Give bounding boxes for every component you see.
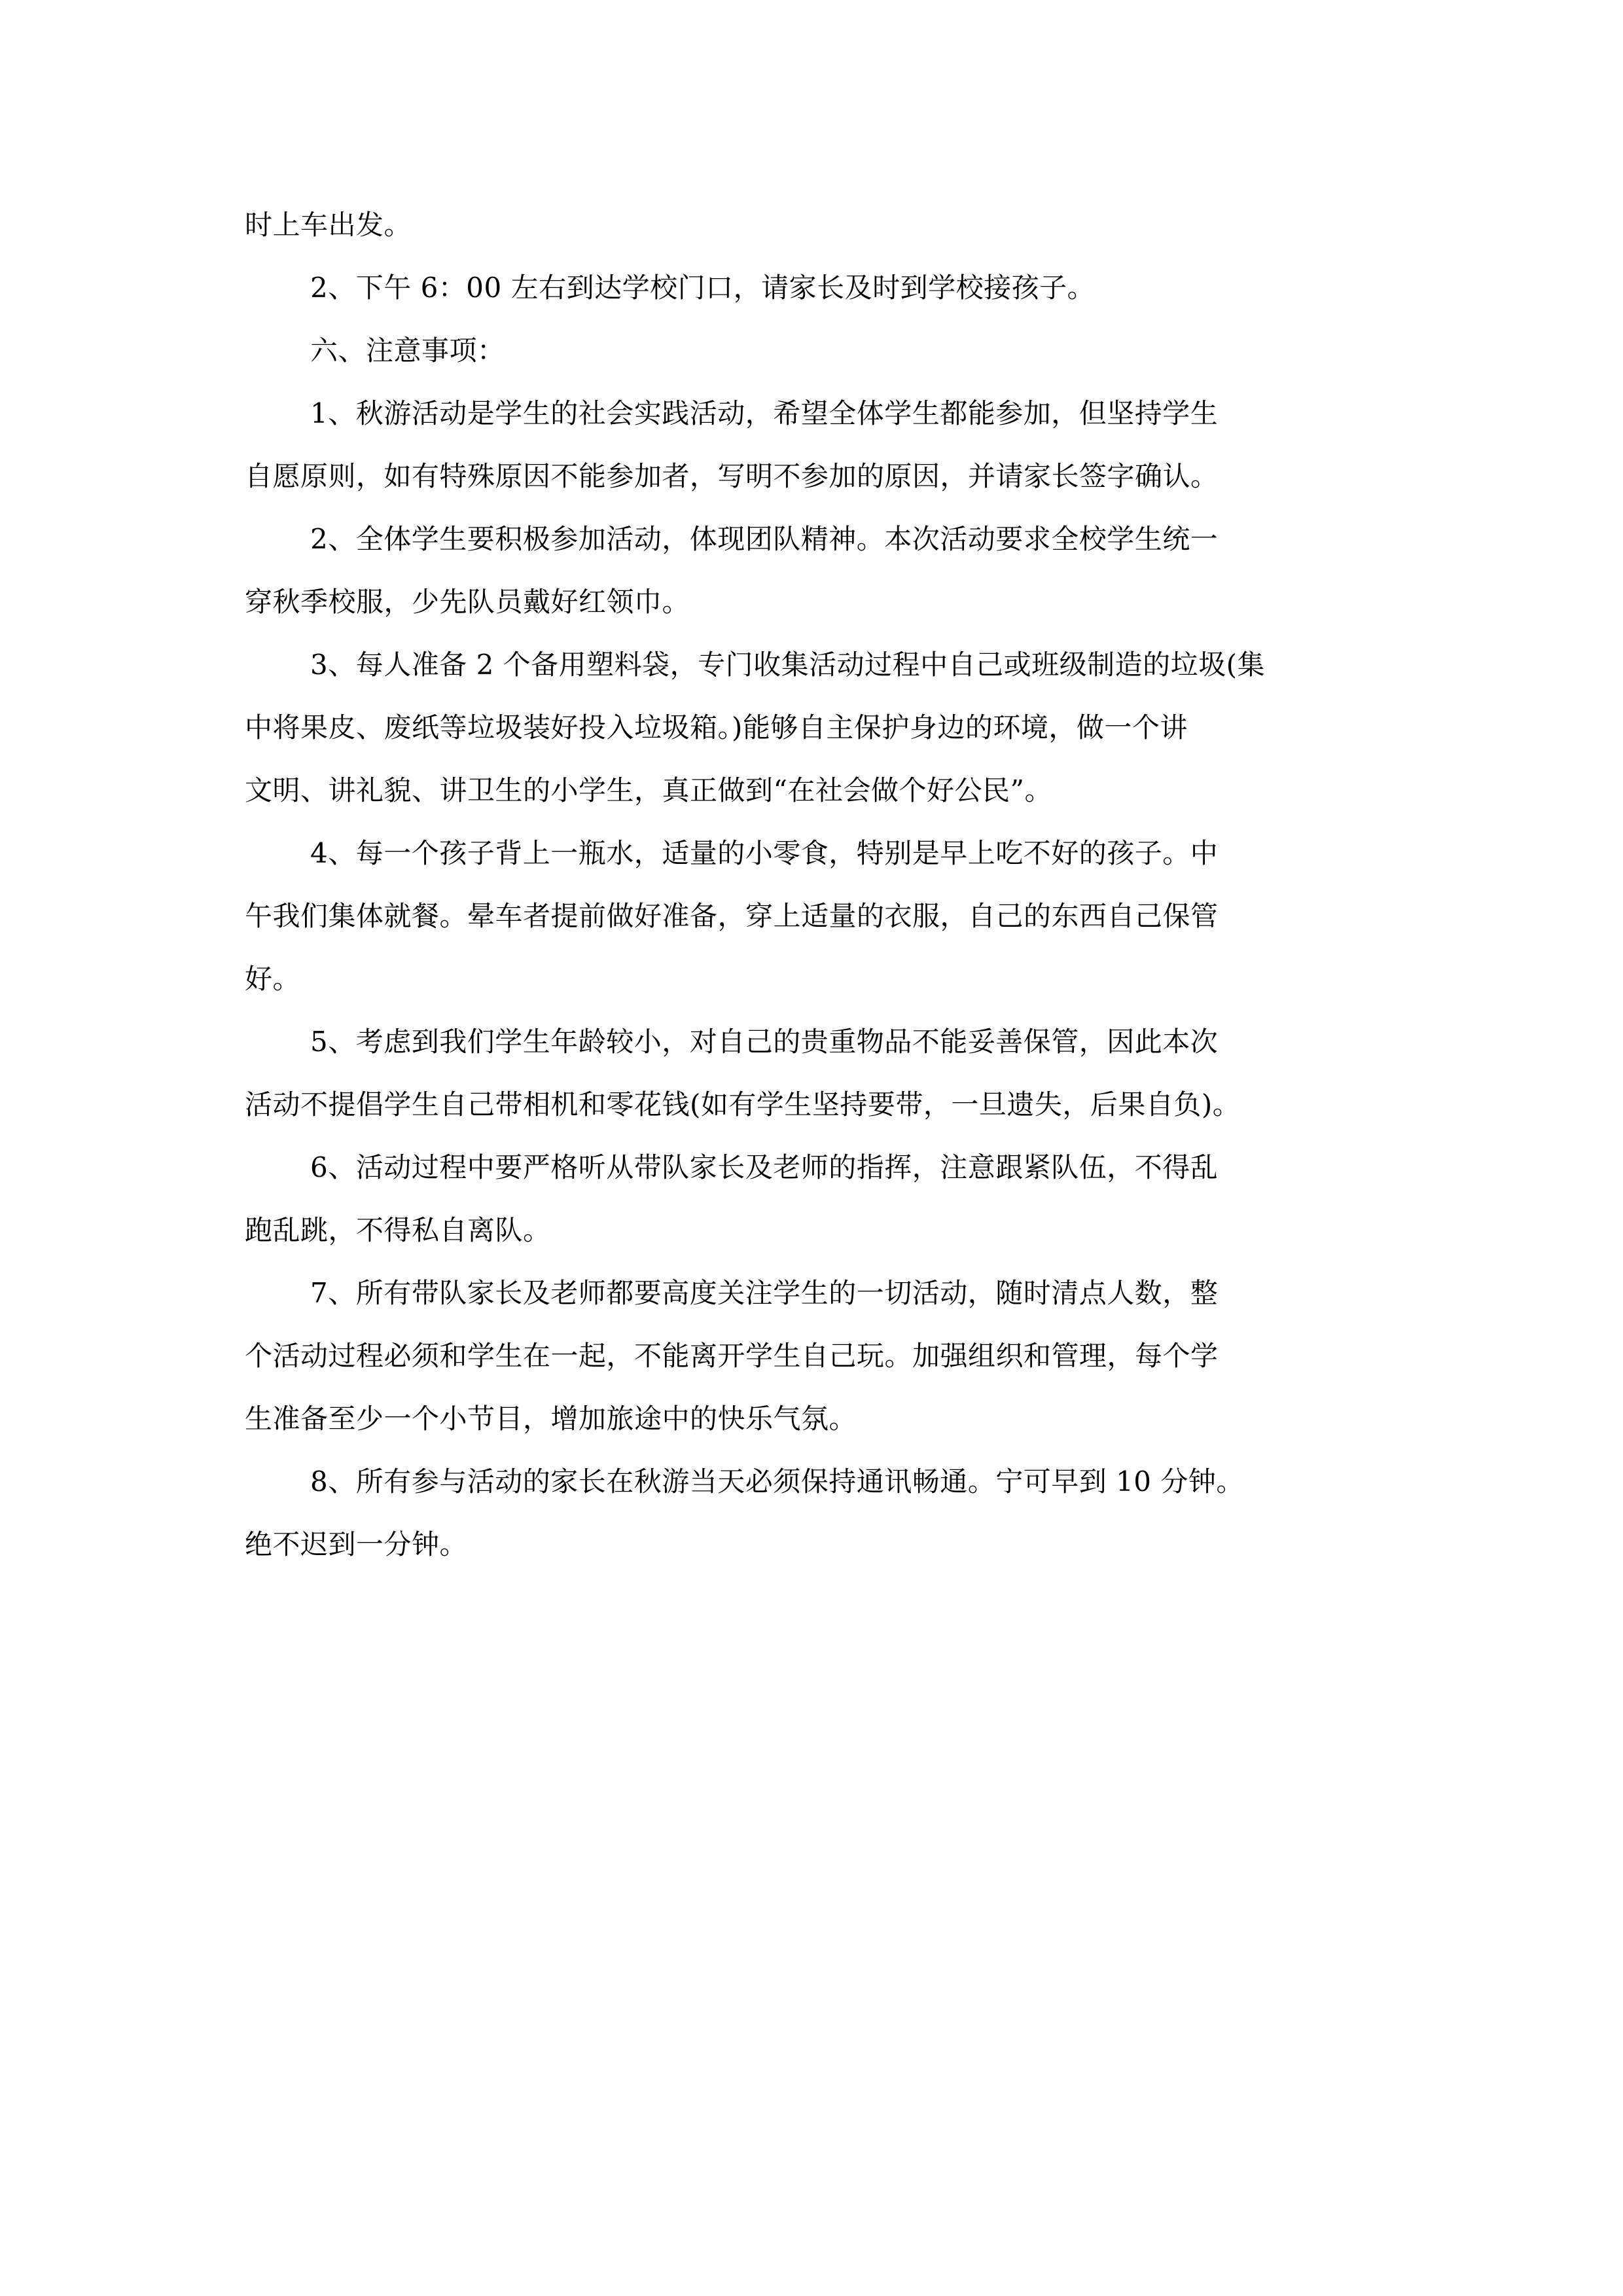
text-line: 个活动过程必须和学生在一起，不能离开学生自己玩。加强组织和管理，每个学 xyxy=(245,1340,1219,1372)
text-line: 生准备至少一个小节目，增加旅途中的快乐气氛。 xyxy=(245,1403,857,1435)
text-line: 文明、讲礼貌、讲卫生的小学生，真正做到“在社会做个好公民”。 xyxy=(245,774,1052,806)
document-body xyxy=(245,194,1383,1576)
paragraph-item-3 xyxy=(245,634,1383,822)
paragraph-continuation xyxy=(245,194,1383,257)
paragraph-return-time xyxy=(245,257,1383,319)
text-line: 1、秋游活动是学生的社会实践活动，希望全体学生都能参加，但坚持学生 xyxy=(310,397,1219,429)
paragraph-item-2 xyxy=(245,508,1383,634)
paragraph-item-8 xyxy=(245,1450,1383,1576)
paragraph-item-6 xyxy=(245,1136,1383,1262)
text-line: 时上车出发。 xyxy=(245,209,412,241)
text-line: 2、下午 6：00 左右到达学校门口，请家长及时到学校接孩子。 xyxy=(310,272,1096,304)
text-line: 5、考虑到我们学生年龄较小，对自己的贵重物品不能妥善保管，因此本次 xyxy=(310,1026,1219,1058)
text-line: 好。 xyxy=(245,963,301,995)
text-line: 午我们集体就餐。晕车者提前做好准备，穿上适量的衣服，自己的东西自己保管 xyxy=(245,900,1219,932)
text-line: 六、注意事项： xyxy=(310,334,505,367)
text-line: 绝不迟到一分钟。 xyxy=(245,1528,468,1560)
text-line: 6、活动过程中要严格听从带队家长及老师的指挥，注意跟紧队伍，不得乱 xyxy=(310,1151,1219,1183)
text-line: 自愿原则，如有特殊原因不能参加者，写明不参加的原因，并请家长签字确认。 xyxy=(245,460,1219,492)
text-line: 2、全体学生要积极参加活动，体现团队精神。本次活动要求全校学生统一 xyxy=(310,523,1219,555)
text-line: 8、所有参与活动的家长在秋游当天必须保持通讯畅通。宁可早到 10 分钟。 xyxy=(310,1465,1244,1498)
text-line: 3、每人准备 2 个备用塑料袋，专门收集活动过程中自己或班级制造的垃圾(集 xyxy=(310,649,1266,681)
text-line: 穿秋季校服，少先队员戴好红领巾。 xyxy=(245,586,690,618)
text-line: 活动不提倡学生自己带相机和零花钱(如有学生坚持要带，一旦遗失，后果自负)。 xyxy=(245,1088,1241,1121)
paragraph-item-4 xyxy=(245,822,1383,1011)
paragraph-item-7 xyxy=(245,1262,1383,1450)
text-line: 跑乱跳，不得私自离队。 xyxy=(245,1214,551,1246)
paragraph-item-5 xyxy=(245,1011,1383,1136)
text-line: 4、每一个孩子背上一瓶水，适量的小零食，特别是早上吃不好的孩子。中 xyxy=(310,837,1219,869)
paragraph-item-1 xyxy=(245,382,1383,508)
text-line: 中将果皮、废纸等垃圾装好投入垃圾箱。)能够自主保护身边的环境，做一个讲 xyxy=(245,711,1188,744)
text-line: 7、所有带队家长及老师都要高度关注学生的一切活动，随时清点人数，整 xyxy=(310,1277,1219,1309)
section-heading xyxy=(245,319,1383,382)
